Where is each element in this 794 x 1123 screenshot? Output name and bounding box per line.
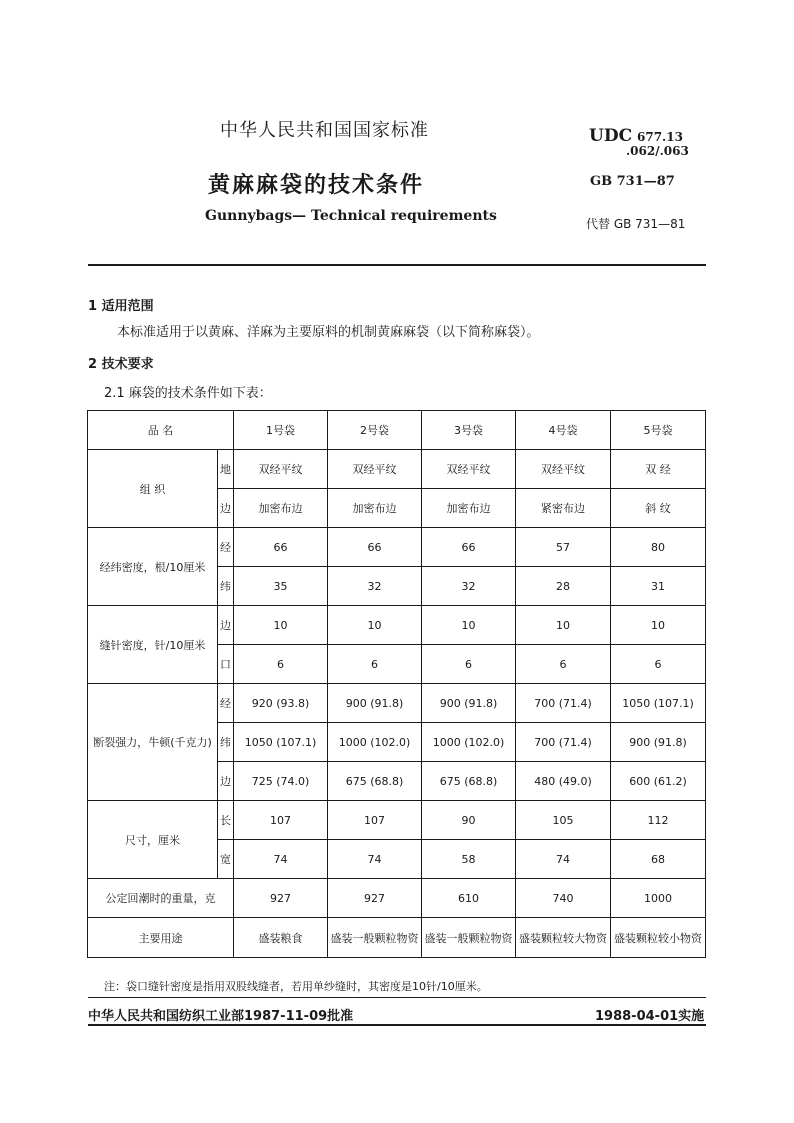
table-cell: 双经平纹	[516, 450, 611, 489]
footer-bottom-rule	[88, 1024, 706, 1026]
table-cell: 600 (61.2)	[611, 762, 706, 801]
table-row	[88, 450, 706, 489]
table-cell: 927	[328, 879, 422, 918]
table-cell: 双经平纹	[422, 450, 516, 489]
table-cell: 盛装一般颗粒物资	[328, 918, 422, 958]
udc-code-line1: 677.13	[637, 130, 683, 144]
table-cell: 74	[328, 840, 422, 879]
table-cell: 盛装颗粒较大物资	[516, 918, 611, 958]
table-cell: 675 (68.8)	[422, 762, 516, 801]
col-header: 5号袋	[611, 411, 706, 450]
table-cell: 加密布边	[234, 489, 328, 528]
table-cell: 725 (74.0)	[234, 762, 328, 801]
approval-line: 中华人民共和国纺织工业部1987-11-09批准	[88, 1009, 354, 1024]
section-1-body: 本标准适用于以黄麻、洋麻为主要原料的机制黄麻麻袋（以下简称麻袋）。	[117, 325, 540, 340]
table-cell: 1000 (102.0)	[422, 723, 516, 762]
table-cell: 112	[611, 801, 706, 840]
table-cell: 1050 (107.1)	[234, 723, 328, 762]
table-cell: 双 经	[611, 450, 706, 489]
sub-label: 地	[218, 450, 234, 489]
group-label-weave: 组 织	[88, 450, 218, 528]
table-cell: 68	[611, 840, 706, 879]
header-divider	[88, 264, 706, 266]
table-cell: 28	[516, 567, 611, 606]
sub-label: 边	[218, 606, 234, 645]
group-label-stitch: 缝针密度，针/10厘米	[88, 606, 218, 684]
group-label-size: 尺寸，厘米	[88, 801, 218, 879]
table-cell: 900 (91.8)	[422, 684, 516, 723]
table-cell: 10	[234, 606, 328, 645]
table-cell: 双经平纹	[234, 450, 328, 489]
footer-divider	[88, 997, 706, 998]
table-row	[88, 918, 706, 958]
usage-label: 主要用途	[88, 918, 234, 958]
table-cell: 10	[328, 606, 422, 645]
group-label-density: 经纬密度，根/10厘米	[88, 528, 218, 606]
table-cell: 6	[611, 645, 706, 684]
sub-label: 口	[218, 645, 234, 684]
table-cell: 斜 纹	[611, 489, 706, 528]
table-cell: 480 (49.0)	[516, 762, 611, 801]
table-row	[88, 528, 706, 567]
sub-label: 边	[218, 762, 234, 801]
col-header: 4号袋	[516, 411, 611, 450]
table-cell: 32	[422, 567, 516, 606]
table-cell: 700 (71.4)	[516, 723, 611, 762]
table-cell: 74	[234, 840, 328, 879]
issuing-authority: 中华人民共和国国家标准	[220, 120, 429, 141]
table-cell: 32	[328, 567, 422, 606]
sub-label: 纬	[218, 723, 234, 762]
effective-date: 1988-04-01实施	[595, 1009, 705, 1024]
table-cell: 紧密布边	[516, 489, 611, 528]
sub-label: 宽	[218, 840, 234, 879]
table-header-row	[88, 411, 706, 450]
weight-label: 公定回潮时的重量，克	[88, 879, 234, 918]
sub-label: 经	[218, 528, 234, 567]
sub-label: 长	[218, 801, 234, 840]
udc-code-line2: .062/.063	[626, 144, 689, 158]
table-cell: 盛装一般颗粒物资	[422, 918, 516, 958]
table-cell: 10	[611, 606, 706, 645]
table-cell: 675 (68.8)	[328, 762, 422, 801]
table-cell: 107	[328, 801, 422, 840]
document-title-en: Gunnybags— Technical requirements	[205, 208, 497, 224]
table-cell: 1000	[611, 879, 706, 918]
col-header: 2号袋	[328, 411, 422, 450]
table-cell: 105	[516, 801, 611, 840]
table-cell: 740	[516, 879, 611, 918]
table-row	[88, 606, 706, 645]
table-cell: 双经平纹	[328, 450, 422, 489]
table-cell: 6	[234, 645, 328, 684]
standard-number: GB 731—87	[590, 174, 675, 189]
table-cell: 74	[516, 840, 611, 879]
table-cell: 900 (91.8)	[328, 684, 422, 723]
table-cell: 6	[516, 645, 611, 684]
table-cell: 盛装颗粒较小物资	[611, 918, 706, 958]
table-cell: 80	[611, 528, 706, 567]
table-cell: 107	[234, 801, 328, 840]
table-cell: 35	[234, 567, 328, 606]
col-header: 3号袋	[422, 411, 516, 450]
group-label-strength: 断裂强力，牛顿(千克力)	[88, 684, 218, 801]
replaces-standard: 代替 GB 731—81	[586, 217, 686, 231]
table-cell: 10	[422, 606, 516, 645]
table-cell: 6	[328, 645, 422, 684]
header-item: 品 名	[88, 411, 234, 450]
table-row	[88, 801, 706, 840]
table-cell: 6	[422, 645, 516, 684]
table-cell: 1000 (102.0)	[328, 723, 422, 762]
table-cell: 1050 (107.1)	[611, 684, 706, 723]
udc-label: UDC	[589, 126, 633, 146]
sub-label: 纬	[218, 567, 234, 606]
table-cell: 31	[611, 567, 706, 606]
table-cell: 927	[234, 879, 328, 918]
sub-label: 边	[218, 489, 234, 528]
table-cell: 10	[516, 606, 611, 645]
section-2-1: 2.1 麻袋的技术条件如下表：	[104, 386, 272, 401]
table-cell: 610	[422, 879, 516, 918]
col-header: 1号袋	[234, 411, 328, 450]
table-cell: 900 (91.8)	[611, 723, 706, 762]
sub-label: 经	[218, 684, 234, 723]
table-cell: 58	[422, 840, 516, 879]
table-cell: 700 (71.4)	[516, 684, 611, 723]
table-cell: 盛装粮食	[234, 918, 328, 958]
table-cell: 90	[422, 801, 516, 840]
table-cell: 加密布边	[328, 489, 422, 528]
table-cell: 66	[328, 528, 422, 567]
section-2-title: 2 技术要求	[88, 357, 154, 372]
table-cell: 66	[234, 528, 328, 567]
table-cell: 920 (93.8)	[234, 684, 328, 723]
table-cell: 加密布边	[422, 489, 516, 528]
section-1-title: 1 适用范围	[88, 299, 154, 314]
document-title-cn: 黄麻麻袋的技术条件	[208, 173, 425, 198]
spec-table	[87, 410, 706, 958]
table-cell: 57	[516, 528, 611, 567]
table-row	[88, 879, 706, 918]
table-row	[88, 684, 706, 723]
table-note: 注：袋口缝针密度是指用双股线缝者，若用单纱缝时，其密度是10针/10厘米。	[104, 980, 488, 993]
table-cell: 66	[422, 528, 516, 567]
